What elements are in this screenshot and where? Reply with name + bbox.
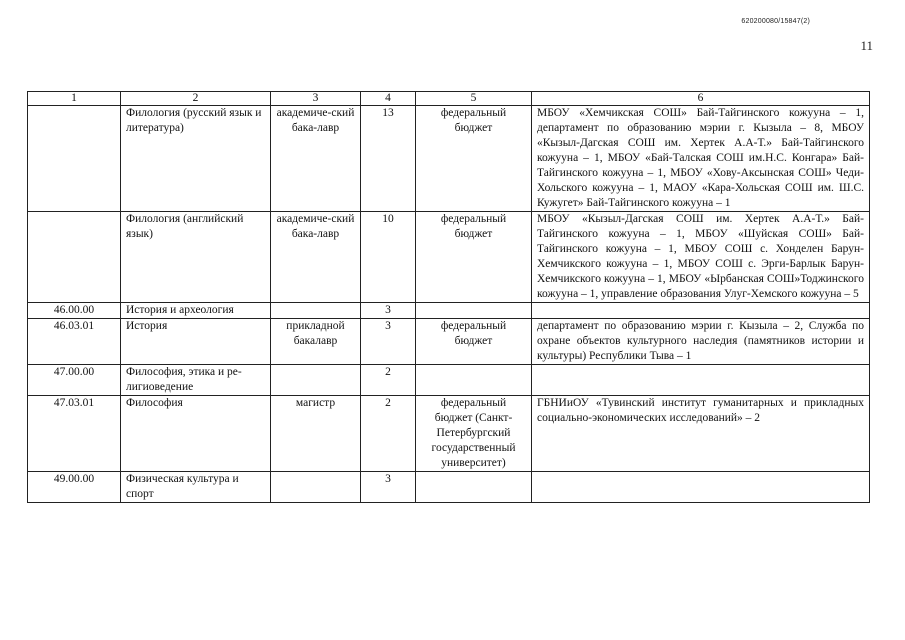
level-cell: прикладной бакалавр [271,319,361,365]
code-cell: 47.00.00 [28,365,121,396]
name-cell: История и археология [121,303,271,319]
name-cell: Философия [121,396,271,472]
count-cell: 2 [361,365,416,396]
column-header-6: 6 [532,92,870,106]
funding-cell: федеральный бюджет [416,106,532,212]
column-header-2: 2 [121,92,271,106]
name-cell: Философия, этика и ре-лигиоведение [121,365,271,396]
code-cell: 47.03.01 [28,396,121,472]
table-row [28,319,870,365]
name-cell: Физическая культура и спорт [121,472,271,503]
recipients-cell: МБОУ «Кызыл-Дагская СОШ им. Хертек А.А-Т.» Бай-Тайгинского кожууна – 1, МБОУ «Шуйская СОШ» Бай-Тайгинского кожууна – 1, МБОУ СОШ с. Хонделен Барун-Хемчикского кожууна – 1, МБОУ СОШ с. Эрги-Барлык Барун-Хемчикского кожууна – 1, МБОУ «Ырбанская СОШ»Тоджинского кожууна – 1, управление образования Улуг-Хемского кожууна – 5 [532,212,870,303]
count-cell: 3 [361,303,416,319]
count-cell: 3 [361,319,416,365]
name-cell: Филология (русский язык и литература) [121,106,271,212]
funding-cell: федеральный бюджет [416,212,532,303]
code-cell: 46.00.00 [28,303,121,319]
recipients-cell: департамент по образованию мэрии г. Кызыла – 2, Служба по охране объектов культурного наследия (памятников истории и культуры) Республики Тыва – 1 [532,319,870,365]
funding-cell [416,472,532,503]
recipients-cell [532,472,870,503]
data-table [27,91,870,503]
column-header-5: 5 [416,92,532,106]
recipients-cell [532,303,870,319]
level-cell [271,365,361,396]
column-header-4: 4 [361,92,416,106]
recipients-cell [532,365,870,396]
table-row [28,212,870,303]
code-cell [28,212,121,303]
table-row [28,106,870,212]
funding-cell [416,303,532,319]
name-cell: История [121,319,271,365]
level-cell: академиче-ский бака-лавр [271,106,361,212]
page-number: 11 [860,38,873,53]
column-number-row [28,92,870,106]
column-header-1: 1 [28,92,121,106]
count-cell: 2 [361,396,416,472]
funding-cell: федеральный бюджет [416,319,532,365]
document-id: 620200080/15847(2) [741,18,810,25]
funding-cell [416,365,532,396]
table-row [28,472,870,503]
level-cell [271,472,361,503]
table-row [28,303,870,319]
count-cell: 10 [361,212,416,303]
recipients-cell: МБОУ «Хемчикская СОШ» Бай-Тайгинского кожууна – 1, департамент по образованию мэрии г. Кызыла – 8, МБОУ «Кызыл-Дагская СОШ им. Хертек А.А-Т.» Бай-Тайгинского кожууна – 1, МБОУ «Бай-Талская СОШ им.Н.С. Конгара» Бай-Тайгинского кожууна – 1, МБОУ «Хову-Аксынская СОШ» Чеди-Хольского кожууна – 1, МАОУ «Кара-Хольская СОШ им. Ш.С. Кужугет» Бай-Тайгинского кожууна – 1 [532,106,870,212]
count-cell: 13 [361,106,416,212]
code-cell: 49.00.00 [28,472,121,503]
table-row [28,396,870,472]
level-cell [271,303,361,319]
name-cell: Филология (английский язык) [121,212,271,303]
code-cell: 46.03.01 [28,319,121,365]
recipients-cell: ГБНИиОУ «Тувинский институт гуманитарных и прикладных социально-экономических исследований» – 2 [532,396,870,472]
level-cell: академиче-ский бака-лавр [271,212,361,303]
funding-cell: федеральный бюджет (Санкт-Петербургский государственный университет) [416,396,532,472]
column-header-3: 3 [271,92,361,106]
count-cell: 3 [361,472,416,503]
level-cell: магистр [271,396,361,472]
code-cell [28,106,121,212]
table-row [28,365,870,396]
